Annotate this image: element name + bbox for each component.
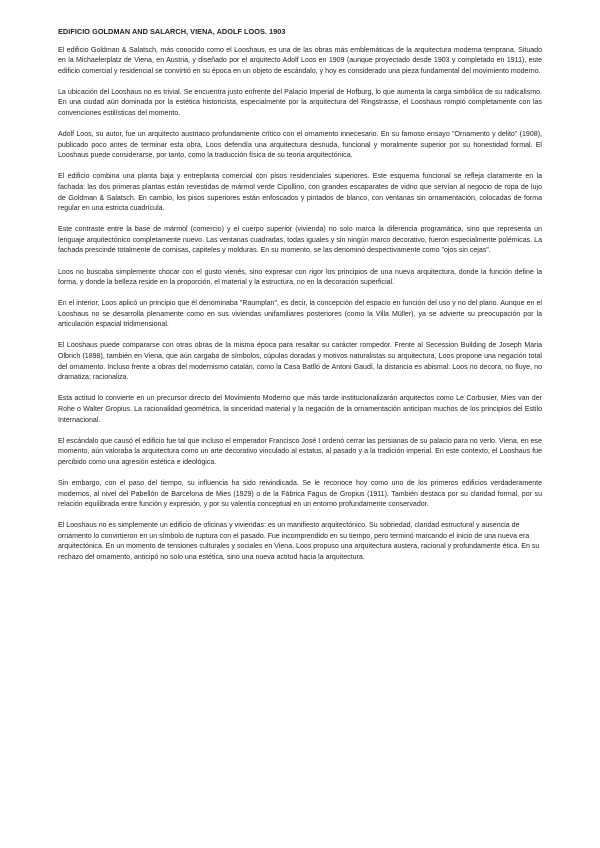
paragraph: El Looshaus no es simplemente un edificio de oficinas y viviendas: es un manifiesto arquitectónico. Su sobriedad, claridad estructural y ausencia de ornamento lo convirtieron en un símbolo de ruptura con el pasado. Fue incomprendido en su tiempo, pero terminó marcando el inicio de una nueva era arquitectónica. En un momento de tensiones culturales y sociales en Viena, Loos propuso una arquitectura austera, racional y profundamente ética. En su rechazo del ornamento, anticipó no solo una estética, sino una nueva actitud hacia la arquitectura. (58, 522, 540, 561)
paragraph: Sin embargo, con el paso del tiempo, su influencia ha sido reivindicada. Se le reconoce hoy como uno de los primeros edificios verdaderamente modernos, al nivel del Pabellón de Barcelona de Mies (1929) o de la Fábrica Fagus de Gropius (1911). También destaca por su claridad formal, por su relación equilibrada entre función y expresión, y por su valentía conceptual en un entorno profundamente conservador. (58, 479, 542, 509)
paragraph: Este contraste entre la base de mármol (comercio) y el cuerpo superior (vivienda) no solo marca la diferencia programática, sino que representa un lenguaje arquitectónico completamente nuevo. Las ventanas cuadradas, todas iguales y sin ningún marco decorativo, fueron especialmente polémicas. La fachada prescinde totalmente de cornisas, capiteles y molduras. En su momento, se las denominó despectivamente como "ojos sin cejas". (58, 226, 542, 255)
paragraph: Loos no buscaba simplemente chocar con el gusto vienés, sino expresar con rigor los principios de una nueva arquitectura, donde la función define la forma, y donde la belleza reside en la proporción, el material y la estructura, no en la decoración superficial. (58, 268, 542, 287)
paragraph: El Looshaus puede compararse con otras obras de la misma época para resaltar su carácter rompedor. Frente al Secession Building de Joseph Maria Olbrich (1898), también en Viena, que aún cargaba de símbolos, cúpulas doradas y motivos naturalistas su arquitectura, Loos propone una negación total del ornamento. Incluso frente a obras del modernismo catalán, como la Casa Batlló de Antoni Gaudí, la distancia es abismal: Loos no decora, no fluye, no dramatiza; racionaliza. (58, 342, 542, 382)
paragraph: Adolf Loos, su autor, fue un arquitecto austriaco profundamente crítico con el ornamento innecesario. En su famoso ensayo "Ornamento y delito" (1908), publicado poco antes de terminar esta obra, Loos defendía una arquitectura desnuda, funcional y moralmente superior por su honestidad formal. El Looshaus puede considerarse, por tanto, como la traducción física de su teoría arquitectónica. (58, 131, 542, 160)
paragraph: El escándalo que causó el edificio fue tal que incluso el emperador Francisco José I ordenó cerrar las persianas de su palacio para no verlo. Viena, en ese momento, aún valoraba la arquitectura como un arte decorativo vinculado al estatus, al pasado y a la tradición imperial. En este contexto, el Looshaus fue percibido como una agresión estética e ideológica. (58, 437, 542, 466)
paragraph: En el interior, Loos aplicó un principio que él denominaba "Raumplan", es decir, la concepción del espacio en función del uso y no del plano. Aunque en el Looshaus no se desarrolla plenamente como en sus viviendas unifamiliares posteriores (como la Villa Müller), ya se advierte su preocupación por la articulación espacial tridimensional. (58, 300, 542, 329)
paragraph: La ubicación del Looshaus no es trivial. Se encuentra justo enfrente del Palacio Imperial de Hofburg, lo que aumenta la carga simbólica de su radicalismo. En una ciudad aún dominada por la estética historicista, especialmente por la arquitectura del Ringstrasse, el Looshaus rompió completamente con las convenciones estilísticas del momento. (58, 88, 542, 117)
paragraph: El edificio Goldman & Salatsch, más conocido como el Looshaus, es una de las obras más emblemáticas de la arquitectura moderna temprana. Situado en la Michaelerplatz de Viena, en Austria, y diseñado por el arquitecto Adolf Loos en 1909 (aunque proyectado desde 1903 y completado en 1911), este edificio comercial y residencial se convirtió en su época en un objeto de escándalo, y hoy es considerado una pieza fundamental del movimiento moderno. (58, 46, 542, 75)
document-body (58, 27, 542, 574)
paragraph: El edificio combina una planta baja y entreplanta comercial con pisos residenciales superiores. Este esquema funcional se refleja claramente en la fachada: las dos primeras plantas están revestidas de mármol verde Cipollino, con grandes escaparates de vidrio que servían al negocio de ropa de lujo de Goldman & Salatsch. En cambio, los pisos superiores están enfoscados y pintados de blanco, con ventanas sin ornamentación, colocadas de forma regular en una estricta cuadrícula. (58, 173, 542, 213)
document-title: EDIFICIO GOLDMAN AND SALARCH, VIENA, ADOLF LOOS. 1903 (58, 27, 286, 36)
paragraph: Esta actitud lo convierte en un precursor directo del Movimiento Moderno que más tarde institucionalizarán arquitectos como Le Corbusier, Mies van der Rohe o Walter Gropius. La racionalidad geométrica, la sinceridad material y la negación de la ornamentación anticipan muchos de los principios del Estilo Internacional. (58, 395, 542, 424)
